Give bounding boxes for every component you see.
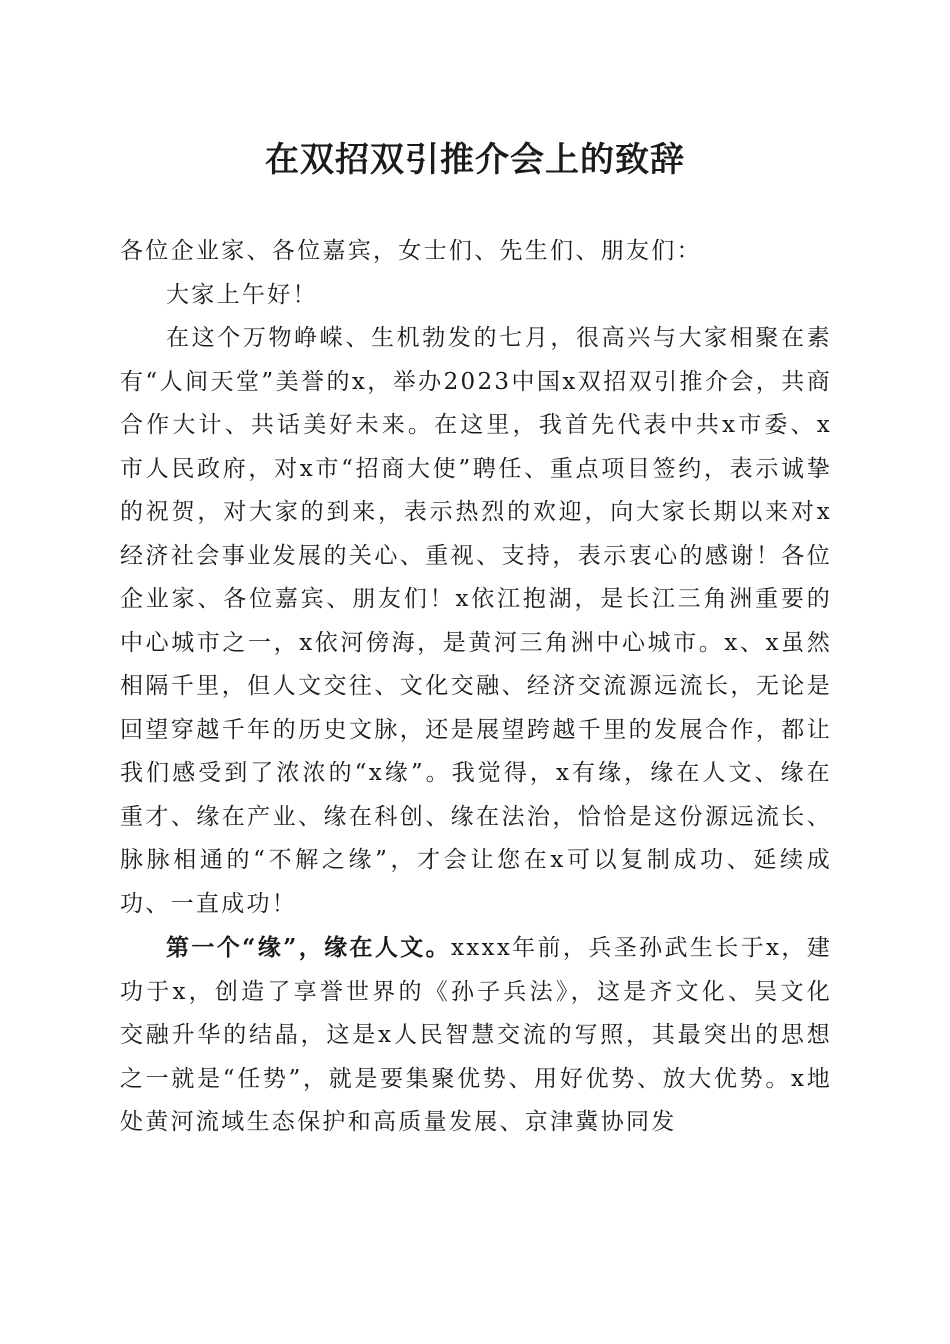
body-paragraph-2 [120,926,832,1145]
paragraph-2-lead: 第一个“缘”，缘在人文。 [166,934,452,961]
document-title: 在双招双引推介会上的致辞 [265,140,685,180]
paragraph-2-text: xxxx年前，兵圣孙武生长于x，建功于x，创造了享誉世界的《孙子兵法》，这是齐文化、吴文化交融升华的结晶，这是x人民智慧交流的写照，其最突出的思想之一就是“任势”，就是要集聚优势、用好优势、放大优势。x地处黄河流域生态保护和高质量发展、京津冀协同发 [120,935,832,1135]
body-paragraph-1: 在这个万物峥嵘、生机勃发的七月，很高兴与大家相聚在素有“人间天堂”美誉的x，举办2023中国x双招双引推介会，共商合作大计、共话美好未来。在这里，我首先代表中共x市委、x市人民政府，对x市“招商大使”聘任、重点项目签约，表示诚挚的祝贺，对大家的到来，表示热烈的欢迎，向大家长期以来对x经济社会事业发展的关心、重视、支持，表示衷心的感谢！各位企业家、各位嘉宾、朋友们！x依江抱湖，是长江三角洲重要的中心城市之一，x依河傍海，是黄河三角洲中心城市。x、x虽然相隔千里，但人文交往、文化交融、经济交流源远流长，无论是回望穿越千年的历史文脉，还是展望跨越千里的发展合作，都让我们感受到了浓浓的“x缘”。我觉得，x有缘，缘在人文、缘在重才、缘在产业、缘在科创、缘在法治，恰恰是这份源远流长、脉脉相通的“不解之缘”，才会让您在x可以复制成功、延续成功、一直成功！ [120,325,832,917]
salutation-line: 各位企业家、各位嘉宾，女士们、先生们、朋友们： [120,238,702,264]
document-body [120,230,832,1145]
greeting-line: 大家上午好！ [166,281,318,308]
